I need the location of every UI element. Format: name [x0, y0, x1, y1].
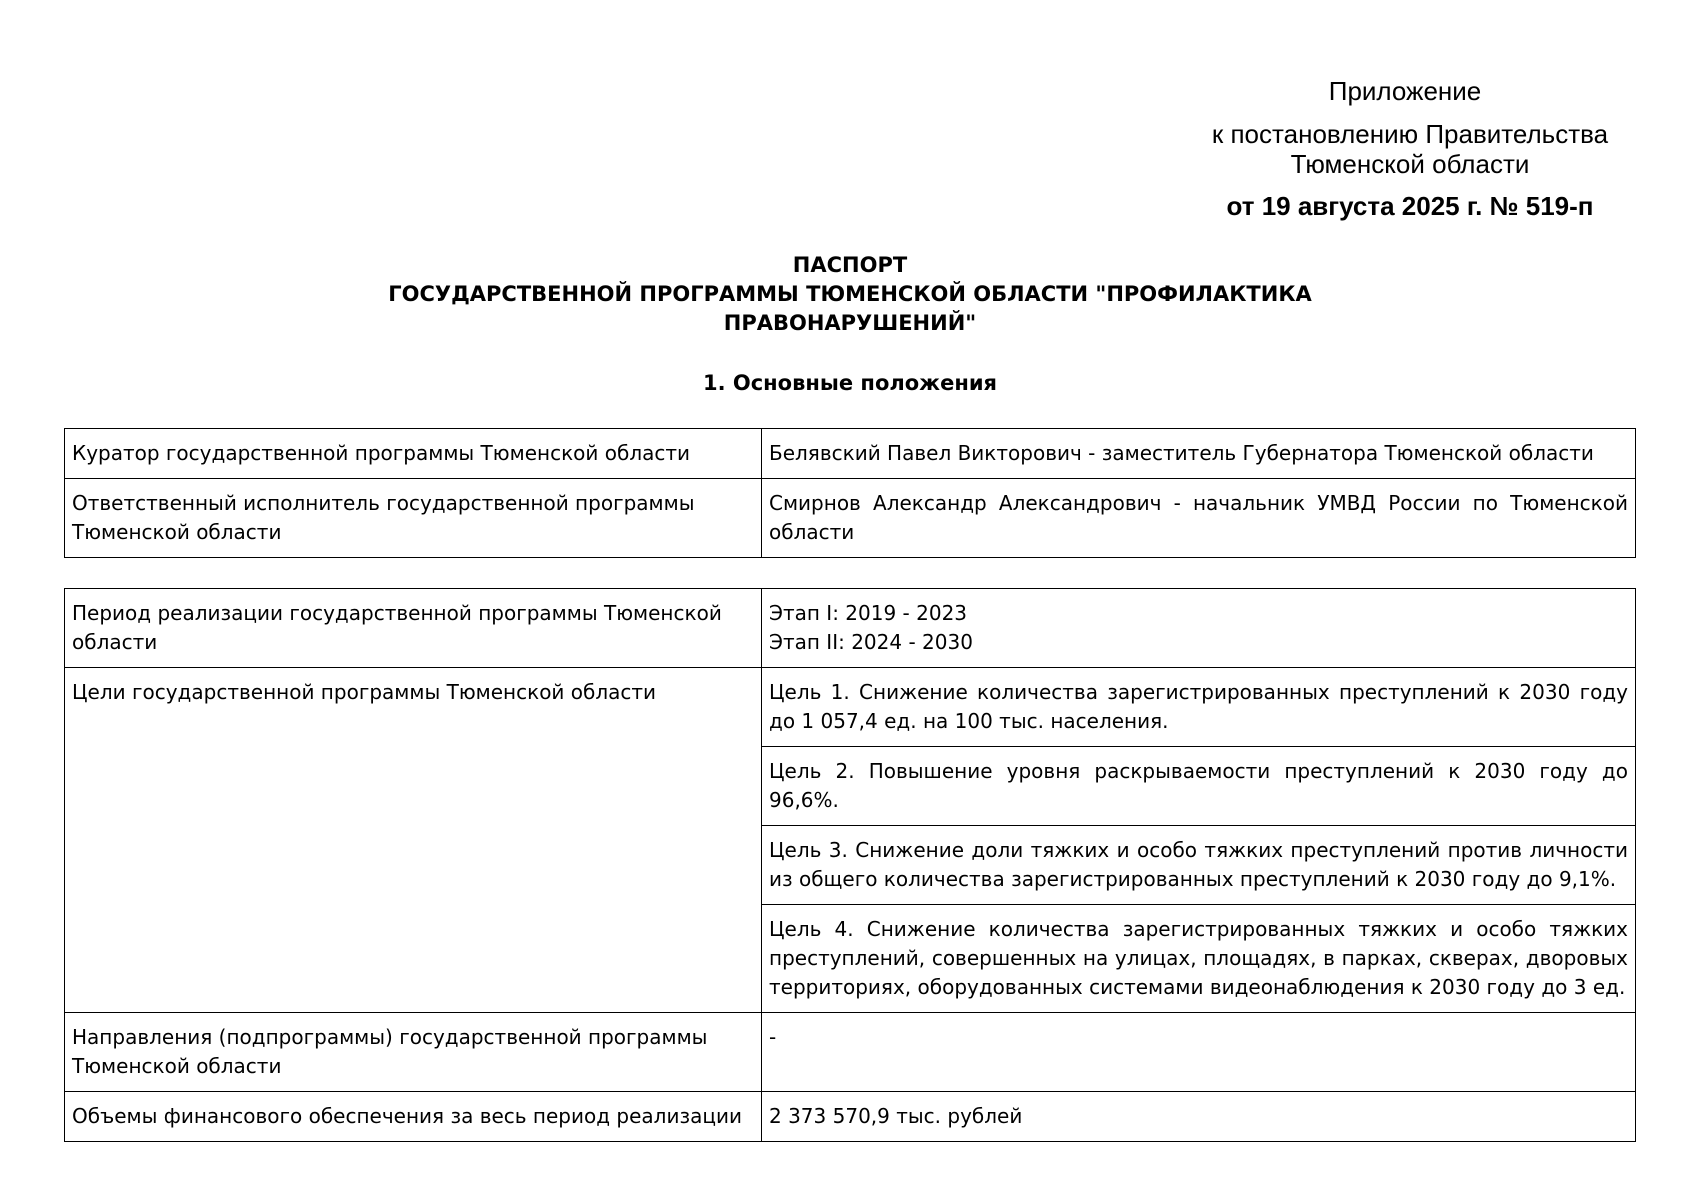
goal-4: Цель 4. Снижение количества зарегистрированных тяжких и особо тяжких преступлений, совершенных на улицах, площадях, в парках, скверах, дворовых территориях, оборудованных системами видеонаблюдения к 2030 году до 3 ед.	[762, 905, 1636, 1013]
table-row-period	[65, 589, 1636, 668]
table-row-goal-1	[65, 668, 1636, 747]
funding-label: Объемы финансового обеспечения за весь период реализации	[65, 1092, 762, 1142]
funding-value: 2 373 570,9 тыс. рублей	[762, 1092, 1636, 1142]
appendix-title: Приложение	[1328, 76, 1482, 106]
goals-label: Цели государственной программы Тюменской области	[65, 668, 762, 1013]
section-title: 1. Основные положения	[702, 371, 998, 395]
directions-label: Направления (подпрограммы) государственной программы Тюменской области	[65, 1013, 762, 1092]
goal-2: Цель 2. Повышение уровня раскрываемости преступлений к 2030 году до 96,6%.	[762, 747, 1636, 826]
document-subtitle-line-2: ПРАВОНАРУШЕНИЙ"	[723, 311, 977, 335]
decree-date-number: от 19 августа 2025 г. № 519-п	[1226, 191, 1594, 221]
curator-label: Куратор государственной программы Тюменской области	[65, 429, 762, 479]
appendix-decree-line: к постановлению Правительства	[1211, 119, 1609, 149]
table-row-curator	[65, 429, 1636, 479]
curator-value: Белявский Павел Викторович - заместитель Губернатора Тюменской области	[762, 429, 1636, 479]
table-row-executor	[65, 479, 1636, 558]
period-stage-1: Этап I: 2019 - 2023	[769, 601, 968, 625]
document-subtitle-line-1: ГОСУДАРСТВЕННОЙ ПРОГРАММЫ ТЮМЕНСКОЙ ОБЛАСТИ "ПРОФИЛАКТИКА	[388, 282, 1312, 306]
executor-value: Смирнов Александр Александрович - начальник УМВД России по Тюменской области	[762, 479, 1636, 558]
goal-3: Цель 3. Снижение доли тяжких и особо тяжких преступлений против личности из общего количества зарегистрированных преступлений к 2030 году до 9,1%.	[762, 826, 1636, 905]
document-title: ПАСПОРТ	[792, 253, 908, 277]
period-stage-2: Этап II: 2024 - 2030	[769, 630, 973, 654]
table-row-directions	[65, 1013, 1636, 1092]
period-value	[762, 589, 1636, 668]
table-row-funding	[65, 1092, 1636, 1142]
goal-1: Цель 1. Снижение количества зарегистрированных преступлений к 2030 году до 1 057,4 ед. на 100 тыс. населения.	[762, 668, 1636, 747]
passport-table-details	[64, 588, 1636, 1142]
appendix-region-line: Тюменской области	[1290, 149, 1530, 179]
directions-value: -	[762, 1013, 1636, 1092]
period-label: Период реализации государственной программы Тюменской области	[65, 589, 762, 668]
passport-table-basic	[64, 428, 1636, 558]
executor-label: Ответственный исполнитель государственной программы Тюменской области	[65, 479, 762, 558]
